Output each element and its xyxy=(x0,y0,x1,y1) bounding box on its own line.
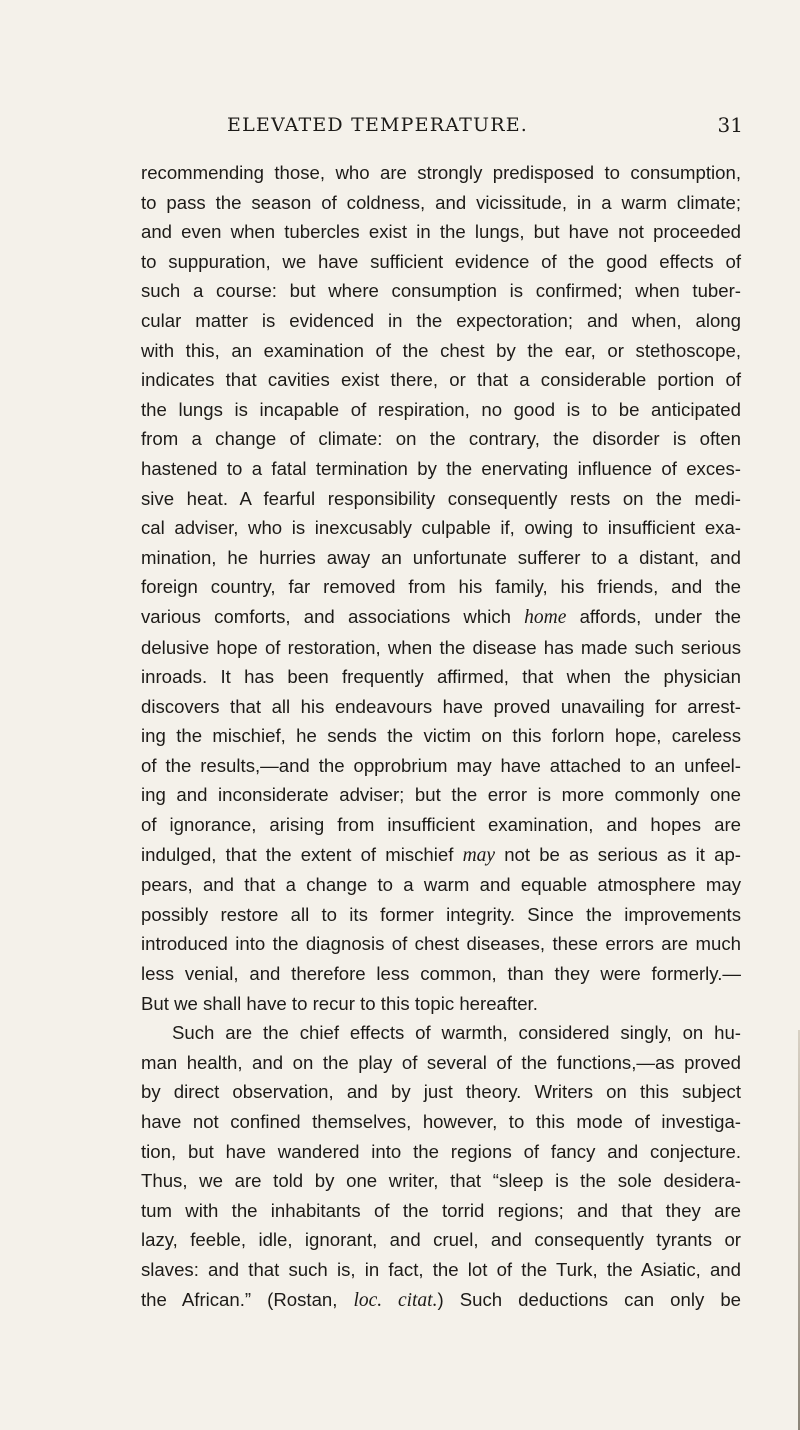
text-line: recommending those, who are strongly predisposed to consumption, xyxy=(141,162,741,183)
text-line: slaves: and that such is, in fact, the lot of the Turk, the Asiatic, and xyxy=(141,1258,741,1280)
text-line: ing and inconsiderate adviser; but the error is more commonly one xyxy=(141,784,741,806)
text-line xyxy=(141,1285,741,1316)
text-line: by direct observation, and by just theory. Writers on this subject xyxy=(141,1081,741,1103)
text-segment: ) Such deductions can only be xyxy=(437,1288,742,1310)
text-line: to pass the season of coldness, and vicissitude, in a warm climate; xyxy=(141,191,741,213)
text-line: of the results,—and the opprobrium may have attached to an unfeel- xyxy=(141,754,741,776)
text-segment: not be as serious as it ap- xyxy=(495,843,741,865)
body-text xyxy=(141,158,741,1315)
text-line: introduced into the diagnosis of chest diseases, these errors are much xyxy=(141,933,741,955)
text-segment: indulged, that the extent of mischief xyxy=(141,843,463,865)
text-line: have not confined themselves, however, to this mode of investiga- xyxy=(141,1111,741,1132)
text-line: sive heat. A fearful responsibility consequently rests on the medi- xyxy=(141,487,741,509)
text-line: ing the mischief, he sends the victim on this forlorn hope, careless xyxy=(141,725,741,747)
text-line: from a change of climate: on the contrary, the disorder is often xyxy=(141,428,741,450)
text-line: and even when tubercles exist in the lungs, but have not proceeded xyxy=(141,221,741,243)
text-segment: various comforts, and associations which xyxy=(141,605,525,627)
text-line: Such are the chief effects of warmth, considered singly, on hu- xyxy=(172,1022,741,1044)
text-line: less venial, and therefore less common, than they were formerly.— xyxy=(141,963,741,985)
running-head: ELEVATED TEMPERATURE. xyxy=(227,114,529,136)
text-line: the lungs is incapable of respiration, no good is to be anticipated xyxy=(141,398,741,420)
text-line: tion, but have wandered into the regions of fancy and conjecture. xyxy=(141,1140,741,1162)
italic-word: home xyxy=(524,606,567,628)
text-line: pears, and that a change to a warm and equable atmosphere may xyxy=(141,874,741,896)
text-line: cal adviser, who is inexcusably culpable if, owing to insufficient exa- xyxy=(141,517,741,539)
text-line: indicates that cavities exist there, or that a considerable portion of xyxy=(141,369,741,391)
text-line: delusive hope of restoration, when the disease has made such serious xyxy=(141,636,741,658)
text-line: tum with the inhabitants of the torrid regions; and that they are xyxy=(141,1199,741,1221)
italic-word: may xyxy=(462,844,496,866)
text-segment: the African.” (Rostan, xyxy=(141,1288,354,1310)
text-line: of ignorance, arising from insufficient examination, and hopes are xyxy=(141,814,741,836)
italic-word: loc. citat. xyxy=(353,1289,438,1311)
text-line: man health, and on the play of several of the functions,—as proved xyxy=(141,1051,741,1073)
text-line: foreign country, far removed from his family, his friends, and the xyxy=(141,576,741,598)
text-line: cular matter is evidenced in the expectoration; and when, along xyxy=(141,309,741,331)
text-line: possibly restore all to its former integrity. Since the improvements xyxy=(141,903,741,925)
text-line: with this, an examination of the chest by the ear, or stethoscope, xyxy=(141,339,741,361)
page-header xyxy=(140,112,743,142)
page-number: 31 xyxy=(717,113,743,137)
text-line: But we shall have to recur to this topic hereafter. xyxy=(141,992,538,1014)
text-line xyxy=(141,840,741,871)
text-line: hastened to a fatal termination by the enervating influence of exces- xyxy=(141,457,741,479)
text-line: lazy, feeble, idle, ignorant, and cruel, and consequently tyrants or xyxy=(141,1229,741,1251)
text-line: Thus, we are told by one writer, that “sleep is the sole desidera- xyxy=(141,1170,741,1192)
text-line: to suppuration, we have sufficient evidence of the good effects of xyxy=(141,250,741,272)
text-line: discovers that all his endeavours have proved unavailing for arrest- xyxy=(141,695,741,717)
text-line: mination, he hurries away an unfortunate sufferer to a distant, and xyxy=(141,546,741,568)
text-segment: affords, under the xyxy=(566,605,742,627)
text-line: such a course: but where consumption is confirmed; when tuber- xyxy=(141,280,741,302)
text-line: inroads. It has been frequently affirmed, that when the physician xyxy=(141,666,741,688)
text-line xyxy=(141,602,741,633)
